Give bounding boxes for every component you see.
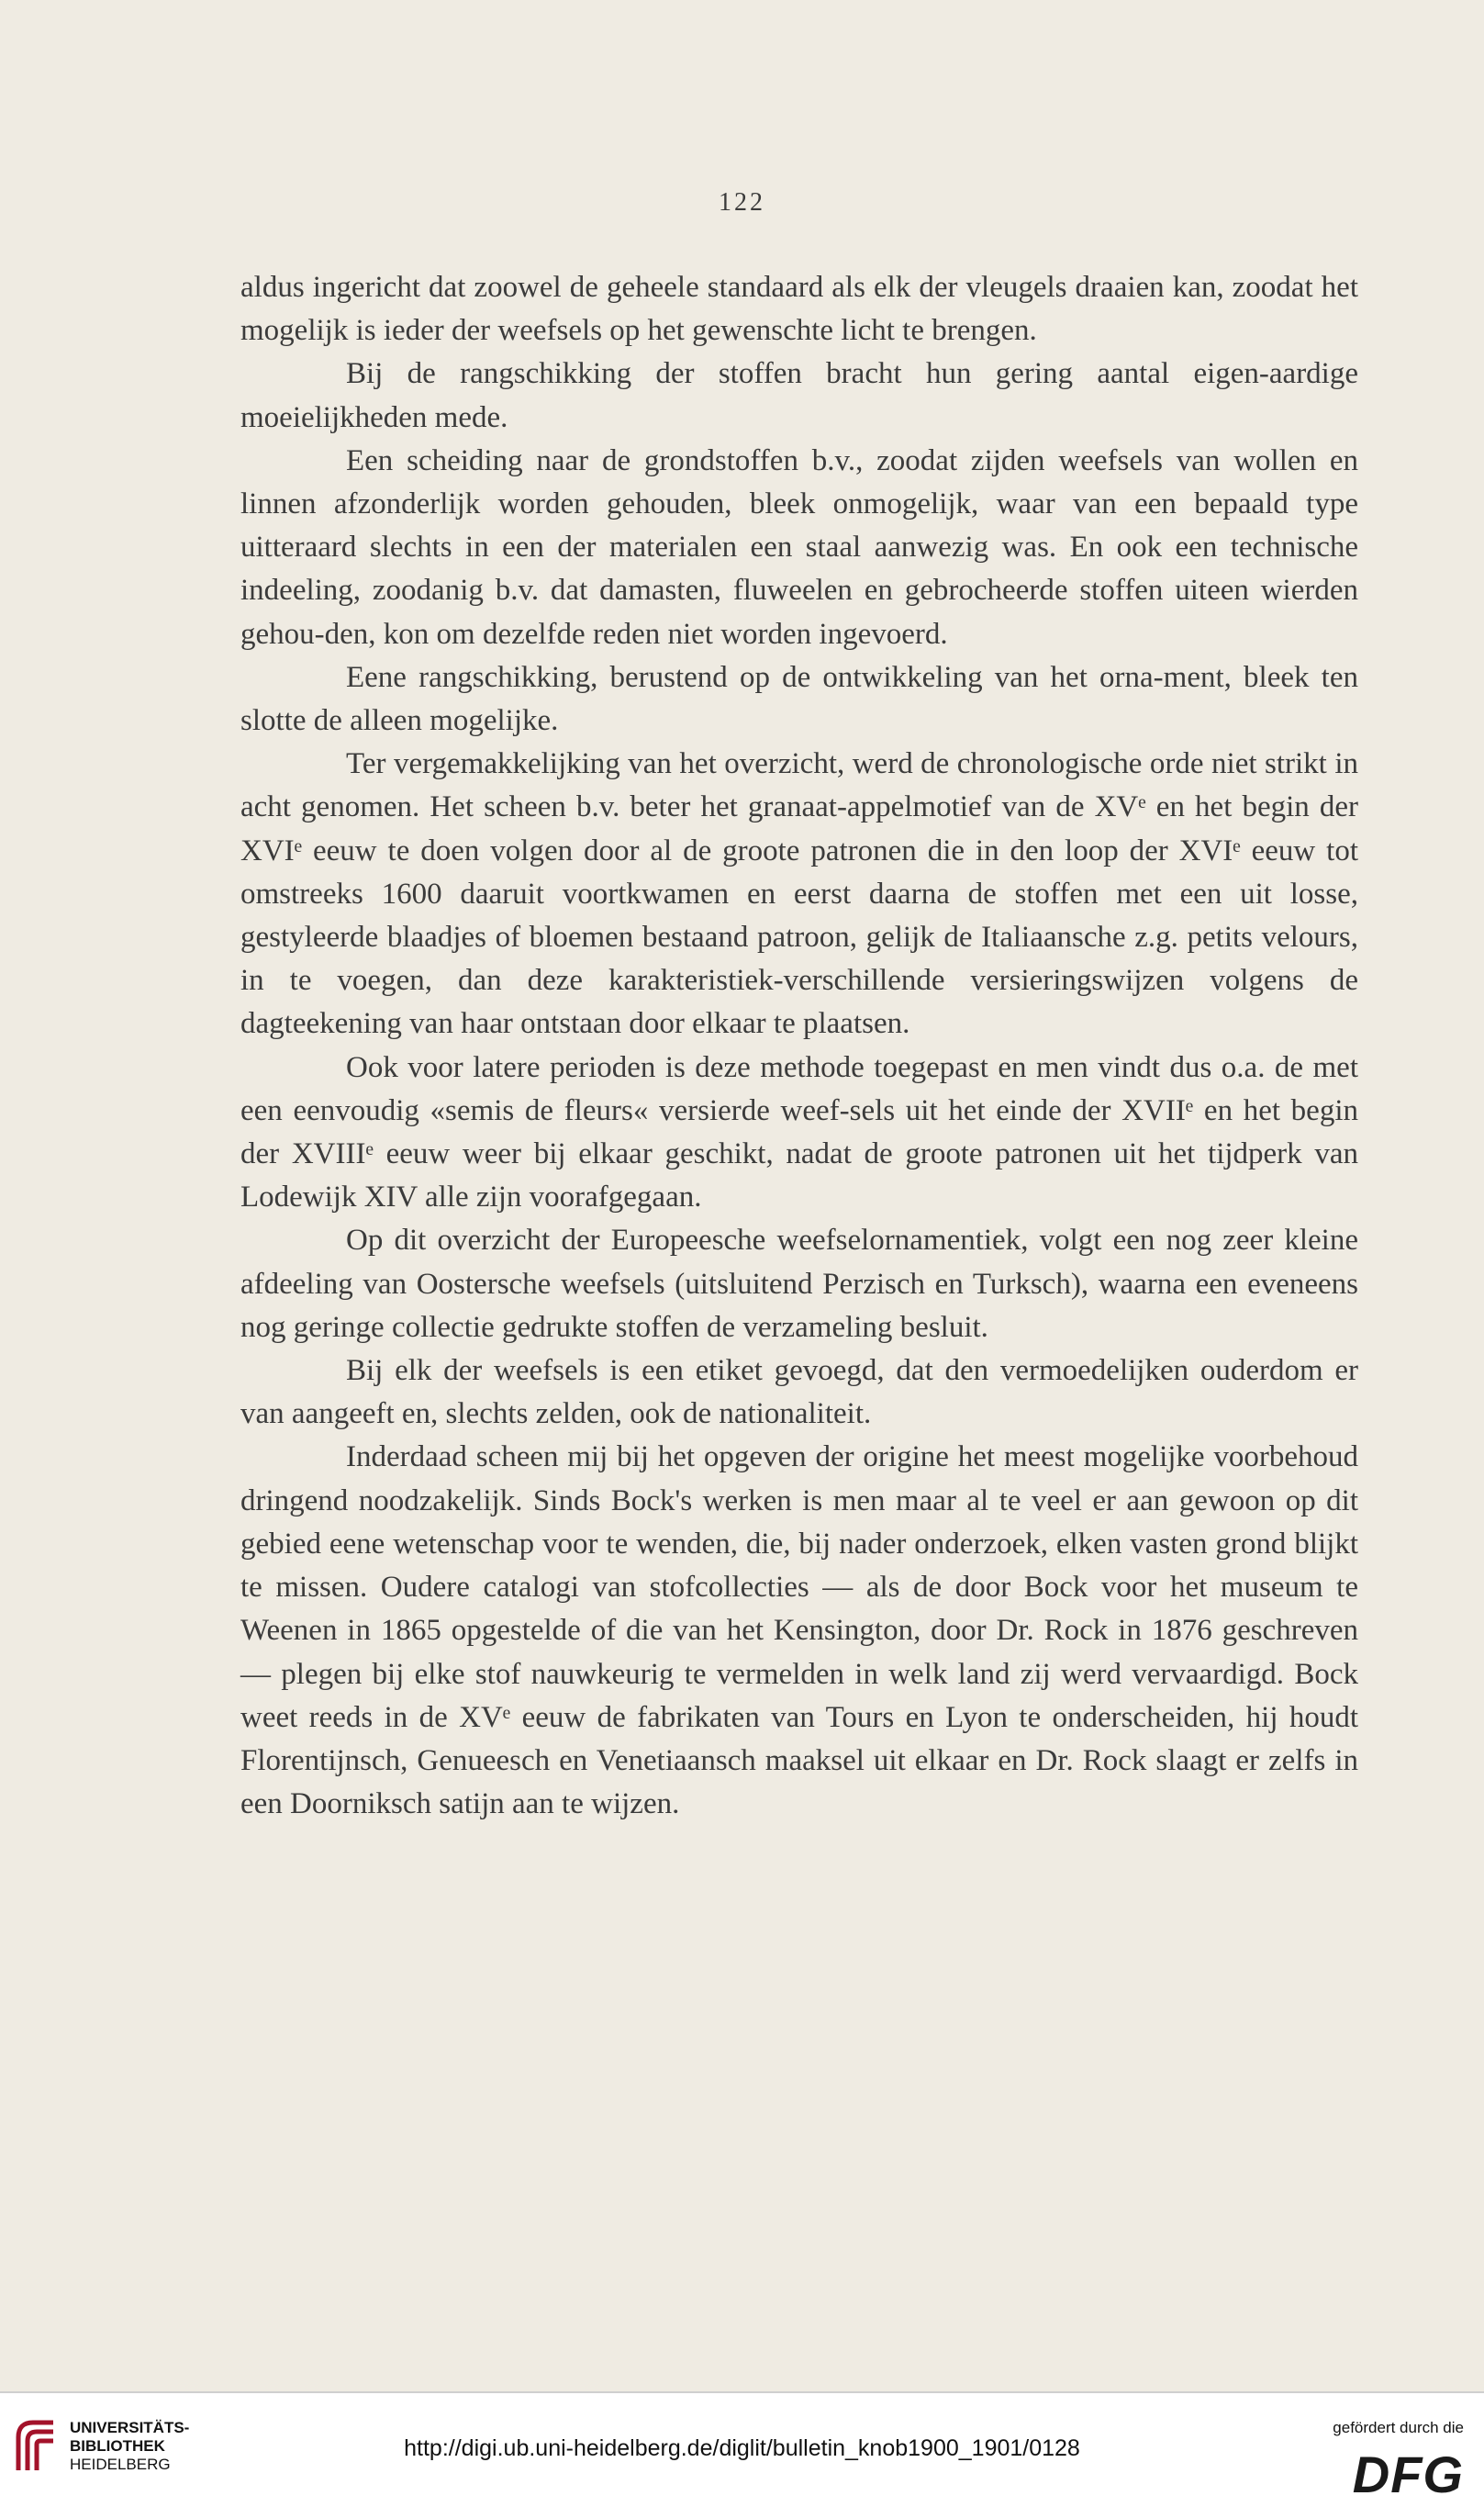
permalink-url[interactable]: http://digi.ub.uni-heidelberg.de/diglit/bulletin_knob1900_1901/0128 — [404, 2435, 1080, 2461]
paragraph: Bij de rangschikking der stoffen bracht hun gering aantal eigen-aardige moeielijkheden mede. — [240, 357, 1358, 434]
institution-line: BIBLIOTHEK — [70, 2437, 165, 2455]
institution-line: HEIDELBERG — [70, 2456, 171, 2473]
paragraph: Een scheiding naar de grondstoffen b.v., zoodat zijden weefsels van wollen en linnen afzonderlijk worden gehouden, bleek onmogelijk, waar van een bepaald type uitteraard slechts in een der materialen een staal aanwezig was. En ook een technische indeeling, zoodanig b.v. dat damasten, fluweelen en gebrocheerde stoffen uiteen wierden gehou-den, kon om dezelfde reden niet worden ingevoerd. — [240, 443, 1358, 651]
page-number: 122 — [719, 188, 765, 217]
sponsor-caption: gefördert durch die — [1333, 2419, 1464, 2436]
paragraph: Ook voor latere perioden is deze methode toegepast en men vindt dus o.a. de met een eenvoudig «semis de fleurs« versierde weef-sels uit het einde der XVIIᵉ en het begin der XVIIIᵉ eeuw weer bij elkaar geschikt, nadat de groote patronen uit het tijdperk van Lodewijk XIV alle zijn voorafgegaan. — [240, 1050, 1358, 1214]
footer-bar — [0, 2391, 1484, 2507]
paragraph: Ter vergemakkelijking van het overzicht, werd de chronologische orde niet strikt in acht genomen. Het scheen b.v. beter het granaat-appelmotief van de XVᵉ en het begin der XVIᵉ eeuw te doen volgen door al de groote patronen die in den loop der XVIᵉ eeuw tot omstreeks 1600 daaruit voortkwamen en eerst daarna de stoffen met een uit losse, gestyleerde blaadjes of bloemen bestaand patroon, gelijk de Italiaansche z.g. petits velours, in te voegen, dan deze karakteristiek-verschillende versieringswijzen volgens de dagteekening van haar ontstaan door elkaar te plaatsen. — [240, 747, 1358, 1041]
institution-line: UNIVERSITÄTS- — [70, 2419, 190, 2436]
footer-divider — [0, 2391, 1484, 2393]
paragraph: Inderdaad scheen mij bij het opgeven der origine het meest mogelijke voorbehoud dringend noodzakelijk. Sinds Bock's werken is men maar al te veel er aan gewoon op dit gebied eene wetenschap voor te wenden, die, bij nader onderzoek, elken vasten grond blijkt te missen. Oudere catalogi van stofcollecties — als de door Bock voor het museum te Weenen in 1865 opgestelde of die van het Kensington, door Dr. Rock in 1876 geschreven — plegen bij elke stof nauwkeurig te vermelden in welk land zij werd vervaardigd. Bock weet reeds in de XVᵉ eeuw de fabrikaten van Tours en Lyon te onderscheiden, hij houdt Florentijnsch, Genueesch en Venetiaansch maaksel uit elkaar en Dr. Rock slaagt er zelfs in een Doorniksch satijn aan te wijzen. — [240, 1440, 1358, 1821]
paragraph: Eene rangschikking, berustend op de ontwikkeling van het orna-ment, bleek ten slotte de alleen mogelijke. — [240, 660, 1358, 738]
dfg-logo: DFG — [1352, 2445, 1464, 2503]
body-text — [240, 266, 1358, 1826]
paragraph: Op dit overzicht der Europeesche weefselornamentiek, volgt een nog zeer kleine afdeeling van Oostersche weefsels (uitsluitend Perzisch en Turksch), waarna een eveneens nog geringe collectie gedrukte stoffen de verzameling besluit. — [240, 1224, 1358, 1344]
paragraph: aldus ingericht dat zoowel de geheele standaard als elk der vleugels draaien kan, zoodat het mogelijk is ieder der weefsels op het gewenschte licht te brengen. — [240, 271, 1358, 348]
paragraph: Bij elk der weefsels is een etiket gevoegd, dat den vermoedelijken ouderdom er van aangeeft en, slechts zelden, ook de nationaliteit. — [240, 1354, 1358, 1431]
